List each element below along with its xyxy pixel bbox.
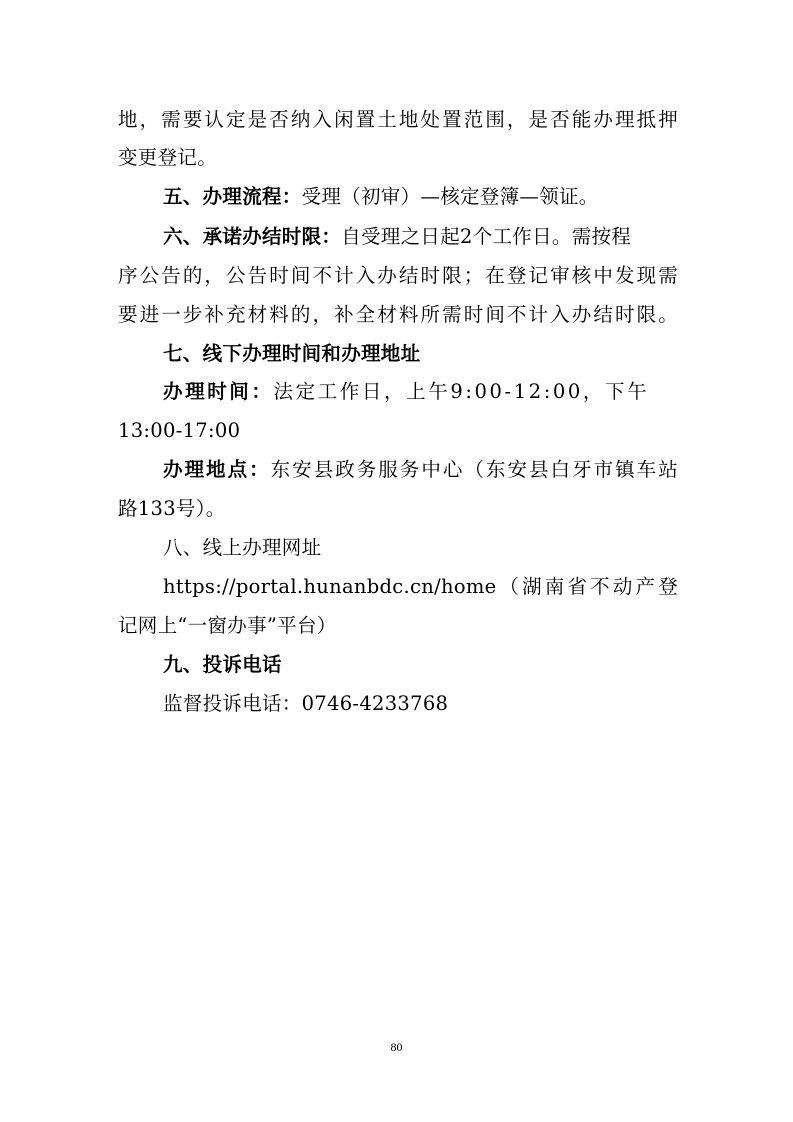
office-address-cont: 路133号）。 bbox=[118, 497, 226, 520]
section-heading: 五、办理流程： bbox=[163, 185, 302, 208]
office-hours-line: 办理时间：法定工作日，上午9:00-12:00，下午 bbox=[163, 380, 650, 403]
section-eight-heading: 八、线上办理网址 bbox=[163, 536, 322, 559]
section-six-time-limit: 六、承诺办结时限：自受理之日起2个工作日。需按程 bbox=[163, 225, 632, 248]
online-url-line: https://portal.hunanbdc.cn/home（湖南省不动产登 bbox=[163, 575, 678, 598]
section-heading: 六、承诺办结时限： bbox=[163, 225, 342, 248]
section-seven-heading: 七、线下办理时间和办理地址 bbox=[163, 342, 421, 365]
online-url-cont: 记网上“一窗办事”平台） bbox=[118, 614, 337, 637]
text-line: 序公告的，公告时间不计入办结时限；在登记审核中发现需 bbox=[118, 264, 678, 287]
complaint-phone-line: 监督投诉电话：0746-4233768 bbox=[163, 692, 449, 715]
text-line: 要进一步补充材料的，补全材料所需时间不计入办结时限。 bbox=[118, 303, 678, 326]
page-number: 80 bbox=[390, 1040, 403, 1054]
section-nine-heading: 九、投诉电话 bbox=[163, 653, 282, 676]
office-address-label: 办理地点： bbox=[163, 458, 271, 481]
office-address-line: 办理地点：东安县政务服务中心（东安县白牙市镇车站 bbox=[163, 458, 678, 481]
text-line: 地，需要认定是否纳入闲置土地处置范围，是否能办理抵押 bbox=[118, 108, 678, 131]
section-five-process: 五、办理流程：受理（初审）—核定登簿—领证。 bbox=[163, 185, 599, 208]
office-hours-label: 办理时间： bbox=[163, 380, 274, 403]
office-hours-afternoon: 13:00-17:00 bbox=[118, 419, 241, 442]
text-line: 变更登记。 bbox=[118, 146, 218, 169]
